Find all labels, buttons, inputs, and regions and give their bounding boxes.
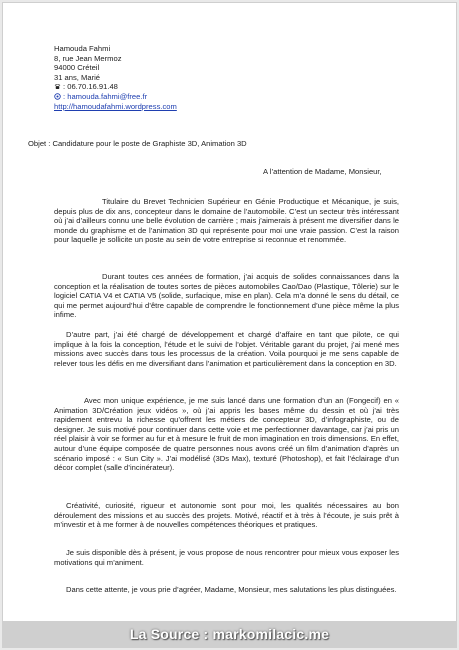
sender-website-link[interactable]: http://hamoudafahmi.wordpress.com [54,101,177,111]
body-paragraph: Titulaire du Brevet Technicien Supérieur en Génie Productique et Mécanique, je suis, depuis plus de dix ans, concepteur dans le domaine de l’automobile. C’est un secteur très intéressant où j’ai d’ailleurs connu une belle évolution de carrière ; mais j’aimerais à présent me diversifier dans le monde du graphisme et de l’animation 3D qui représente pour moi une vraie passion. C’est la raison pour laquelle je sollicite un poste au sein de votre entreprise si reconnue et renommée. [54,197,399,245]
sender-age: 31 ans, Marié [54,72,101,82]
sender-street: 8, rue Jean Mermoz [54,53,122,63]
sender-phone: : 06.70.16.91.48 [63,82,118,92]
sender-name: Hamouda Fahmi [54,44,111,53]
body-paragraph: Je suis disponible dès à présent, je vous propose de nous rencontrer pour mieux vous exposer les motivations qui m’animent. [54,548,399,567]
body-paragraph: D’autre part, j’ai été chargé de développement et chargé d’affaire en tant que pilote, ce qui implique à la fois la conception, l’étude et le suivi de l’objet. Véritable garant du projet, j’ai mené mes missions avec succès dans tous les processus de la création. Voila pourquoi je me sens capable de relever tous les défis en me diversifiant dans l’animation et particulièrement dans la conception en 3D. [54,330,399,368]
letter-salutation: A l’attention de Madame, Monsieur, [263,167,382,176]
letter-page [18,40,438,630]
sender-block [54,44,177,111]
mail-icon [54,93,61,100]
sender-city: 94000 Créteil [54,63,100,73]
body-paragraph: Avec mon unique expérience, je me suis lancé dans une formation d’un an (Fongecif) en « Animation 3D/Création jeux vidéos », où j’ai appris les bases même du dessin et où j’ai très rapidement entrevu la richesse qu’offrent les métiers de concepteur 3D, d’infographiste, ou de designer. Je suis motivé pour continuer dans cette voie et me perfectionner davantage, car j’ai pris un réel plaisir à voir se former au fur et à mesure le fruit de mon imagination en trois dimensions. En effet, autour d’une équipe composée de quatre personnes nous avons créé un film d’animation d’après un scénario imposé : « Sun City ». J’ai modélisé (3Ds Max), texturé (Photoshop), et fait l’éclairage d’un décor complet (salle d’incinérateur). [54,396,399,473]
sender-phone-line [54,82,177,92]
sender-email-line [54,92,177,102]
closing-paragraph: Dans cette attente, je vous prie d’agréer, Madame, Monsieur, mes salutations les plus distinguées. [66,585,397,594]
body-paragraph: Durant toutes ces années de formation, j’ai acquis de solides connaissances dans la conception et la réalisation de toutes sortes de pièces automobiles Cao/Dao (Plastique, Tôlerie) sur le logiciel CATIA V4 et CATIA V5 (solide, surfacique, mise en plan). Cela m’a donné le sens du détail, ce qui me permet aujourd’hui d’être capable de comprendre le fonctionnement d’une pièce même la plus infime. [54,272,399,320]
sender-email[interactable]: : hamouda.fahmi@free.fr [63,91,148,101]
body-paragraph: Créativité, curiosité, rigueur et autonomie sont pour moi, les qualités nécessaires au bon déroulement des missions et au succès des projets. Motivé, réactif et à très à l’écoute, je suis prêt à m’investir et à me former à de nouvelles compétences théoriques et pratiques. [54,501,399,530]
source-watermark: La Source : markomilacic.me [129,626,330,642]
letter-subject: Objet : Candidature pour le poste de Graphiste 3D, Animation 3D [28,139,247,148]
phone-icon [54,83,61,90]
